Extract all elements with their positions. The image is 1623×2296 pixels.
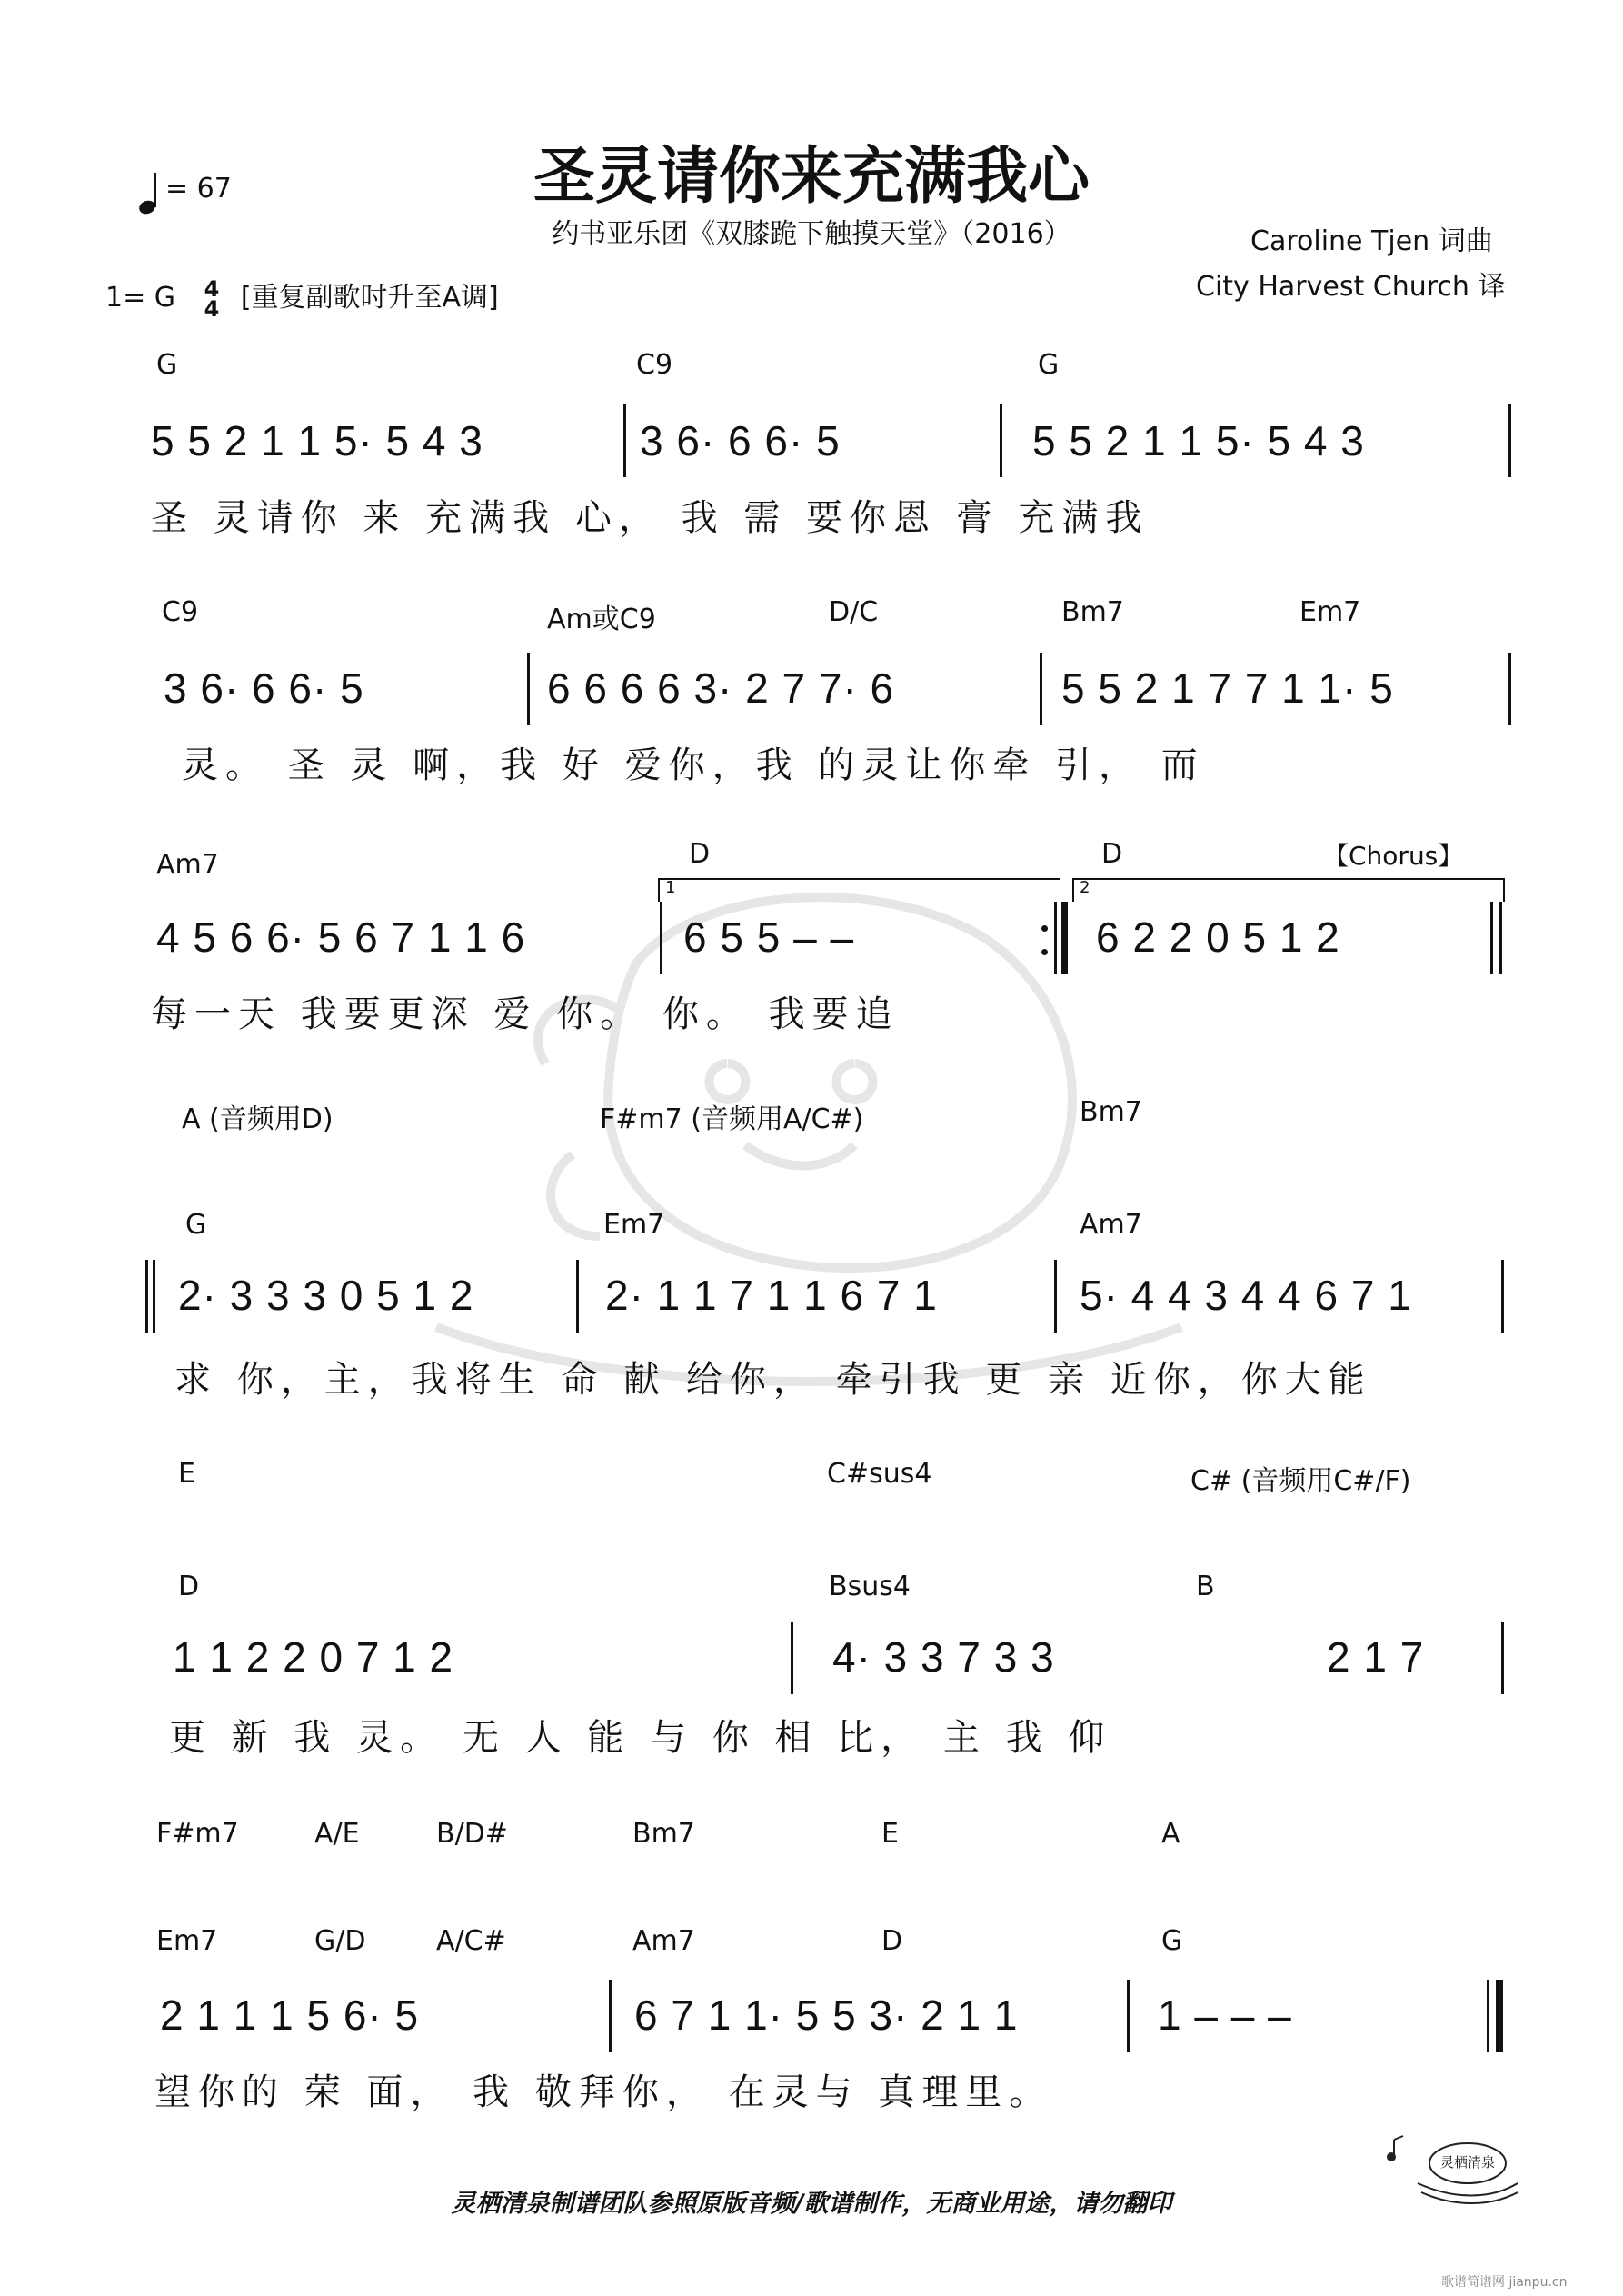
key-signature [105,275,499,322]
barline [1508,404,1511,477]
chord-label-alt: C#sus4 [827,1458,932,1490]
measure-notes: 5 5 2 1 7 7 1 1· 5 [1061,664,1394,712]
chord-label: D [178,1571,200,1602]
time-signature [204,275,220,322]
page-title: 圣灵请你来充满我心 [533,141,1090,213]
chord-label-alt: A/E [314,1818,360,1850]
album-subtitle: 约书亚乐团《双膝跪下触摸天堂》（2016） [552,218,1071,250]
measure-notes: 2· 3 3 3 0 5 1 2 [178,1272,474,1319]
measure-notes: 6 5 5 – – [683,913,855,961]
chord-label: Am7 [1080,1209,1142,1241]
composer-credit: Caroline Tjen 词曲 [1250,225,1493,257]
chord-label: G [1038,349,1060,381]
chord-label-alt: Bm7 [632,1818,695,1850]
barline [145,1260,148,1333]
lyric-line: 求 你，主，我将生 命 献 给你， 牵引我 更 亲 近你，你大能 [174,1359,1372,1401]
chord-label: G [1161,1925,1183,1957]
measure-notes: 2 1 7 [1327,1633,1425,1681]
barline [1508,653,1511,725]
measure-notes: 6 6 6 6 3· 2 7 7· 6 [547,664,895,712]
lyric-line: 每一天 我要更深 爱 你。 你。 我要追 [151,993,900,1035]
lyric-line: 灵。 圣 灵 啊，我 好 爱你，我 的灵让你牵 引， 而 [182,744,1205,786]
section-tag: 【Chorus】 [1323,841,1464,871]
chord-label-alt: Bm7 [1080,1096,1142,1128]
barline [1054,1260,1057,1333]
chord-label-alt: E [178,1458,195,1490]
barline [609,1980,612,2052]
barline [1499,902,1502,974]
repeat-barline-thick [1061,902,1068,974]
barline [1040,653,1042,725]
measure-notes: 1 – – – [1158,1992,1292,2039]
chord-label: D [689,838,711,870]
measure-notes: 4 5 6 6· 5 6 7 1 1 6 [156,913,526,961]
key-label: 1= G [105,282,176,314]
chord-label-alt: A (音频用D) [182,1103,334,1135]
barline [791,1622,793,1694]
sheep-logo-icon [1381,2127,1527,2209]
chord-label: D [1101,838,1123,870]
barline [623,404,626,477]
measure-notes: 6 2 2 0 5 1 2 [1096,913,1340,961]
chord-label: Am7 [632,1925,695,1957]
chord-label: C9 [162,596,199,628]
chord-label: Bsus4 [829,1571,911,1602]
barline [527,653,530,725]
chord-label-alt: F#m7 [156,1818,239,1850]
chord-label: G [156,349,178,381]
barline [1501,1622,1504,1694]
barline [1490,902,1493,974]
chord-label-alt: B/D# [436,1818,508,1850]
chord-label: B [1196,1571,1215,1602]
time-sig-bottom: 4 [204,295,220,322]
barline [153,1260,155,1333]
measure-notes: 3 6· 6 6· 5 [640,417,841,464]
measure-notes: 5 5 2 1 1 5· 5 4 3 [1032,417,1365,464]
chord-label: D/C [829,596,879,628]
lyric-line: 望你的 荣 面， 我 敬拜你， 在灵与 真理里。 [154,2071,1053,2113]
measure-notes: 2· 1 1 7 1 1 6 7 1 [605,1272,938,1319]
logo-text: 灵栖清泉 [1439,2154,1496,2171]
barline [1501,1260,1504,1333]
chord-label: Em7 [603,1209,665,1241]
measure-notes: 6 7 1 1· 5 5 3· 2 1 1 [634,1992,1019,2039]
chord-label-alt: F#m7 (音频用A/C#) [600,1103,864,1135]
time-sig-top: 4 [204,275,220,302]
measure-notes: 3 6· 6 6· 5 [164,664,364,712]
chord-label: Am或C9 [547,604,656,635]
key-change-note: [重复副歌时升至A调] [240,282,499,314]
lyric-line: 更 新 我 灵。 无 人 能 与 你 相 比， 主 我 仰 [169,1717,1112,1759]
final-barline-thick [1496,1980,1503,2052]
chord-label: G [185,1209,207,1241]
chord-label: C9 [636,349,673,381]
site-watermark: 歌谱简谱网 jianpu.cn [1441,2275,1568,2290]
translator-credit: City Harvest Church 译 [1196,271,1506,303]
final-barline [1487,1980,1489,2052]
chord-label-alt: A [1161,1818,1180,1850]
measure-notes: 1 1 2 2 0 7 1 2 [173,1633,454,1681]
footer-note: 灵栖清泉制谱团队参照原版音频/歌谱制作，无商业用途，请勿翻印 [451,2190,1172,2218]
measure-notes: 5 5 2 1 1 5· 5 4 3 [151,417,483,464]
barline [1000,404,1002,477]
repeat-dot [1041,925,1048,932]
volta-bracket-1 [658,878,1060,902]
chord-label: G/D [314,1925,366,1957]
chord-label-alt: E [881,1818,899,1850]
chord-label: A/C# [436,1925,506,1957]
volta-number: 1 [665,878,676,897]
volta-bracket-2 [1072,878,1505,902]
barline [660,902,662,974]
chord-label: Em7 [156,1925,218,1957]
measure-notes: 4· 3 3 7 3 3 [832,1633,1055,1681]
repeat-barline [1054,902,1057,974]
volta-number: 2 [1080,878,1090,897]
barline [576,1260,579,1333]
lyric-line: 圣 灵请你 来 充满我 心， 我 需 要你恩 膏 充满我 [151,497,1150,539]
chord-label: Em7 [1299,596,1361,628]
repeat-dot [1041,949,1048,955]
measure-notes: 5· 4 4 3 4 4 6 7 1 [1080,1272,1412,1319]
chord-label: Am7 [156,849,219,881]
chord-label: Bm7 [1061,596,1124,628]
barline [1127,1980,1130,2052]
measure-notes: 2 1 1 1 5 6· 5 [160,1992,420,2039]
tempo-marking: = 67 [165,173,232,205]
chord-label-alt: C# (音频用C#/F) [1190,1465,1411,1497]
chord-label: D [881,1925,903,1957]
